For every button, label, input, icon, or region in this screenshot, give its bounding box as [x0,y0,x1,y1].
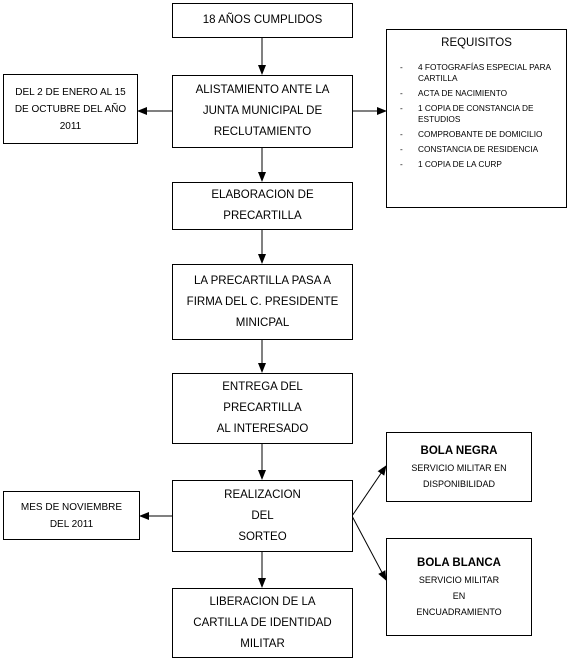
step-18-anos [172,3,353,38]
step-alistamiento-line-2: JUNTA MUNICIPAL DE [202,105,323,117]
step-alistamiento-line-1: ALISTAMIENTO ANTE LA [195,84,330,96]
requisito-item: - 1 COPIA DE CONSTANCIA DE ESTUDIOS [395,103,558,125]
bola-negra-desc-line-1: SERVICIO MILITAR EN [411,463,507,473]
step-liberacion-line-1: LIBERACION DE LA [209,595,316,608]
bola-negra-title: BOLA NEGRA [420,445,498,457]
step-entrega-line-2: PRECARTILLA [223,402,302,414]
bola-blanca-box [386,538,532,636]
step-alistamiento-line-3: RECLUTAMIENTO [213,126,312,138]
dates-alistamiento-line-3: 2011 [59,120,82,132]
step-18-anos-line-1: 18 AÑOS CUMPLIDOS [202,14,323,26]
requisitos-title: REQUISITOS [441,37,512,49]
step-elaboracion [172,182,353,230]
dates-sorteo-line-2: DEL 2011 [49,518,94,530]
bola-negra-box [386,432,532,502]
bola-blanca-desc-line-2: EN [452,591,466,601]
step-firma [172,264,353,340]
requisito-item: - 4 FOTOGRAFÍAS ESPECIAL PARA CARTILLA [395,62,558,84]
step-sorteo-line-2: DEL [251,509,274,522]
step-sorteo [172,480,353,552]
dates-sorteo [3,491,140,540]
requisito-item: - ACTA DE NACIMIENTO [395,88,558,99]
step-elaboracion-line-2: PRECARTILLA [223,210,302,222]
requisito-item: - CONSTANCIA DE RESIDENCIA [395,144,558,155]
dates-alistamiento-line-1: DEL 2 DE ENERO AL 15 [15,86,126,98]
requisitos-list [395,62,558,174]
step-liberacion-line-2: CARTILLA DE IDENTIDAD [193,616,332,629]
step-liberacion [172,588,353,658]
requisito-item: - 1 COPIA DE LA CURP [395,159,558,170]
dates-sorteo-line-1: MES DE NOVIEMBRE [20,501,123,513]
step-liberacion-line-3: MILITAR [240,637,285,650]
arrow-step6-to-bola-blanca [352,516,386,580]
bola-blanca-desc-line-3: ENCUADRAMIENTO [416,607,502,617]
step-sorteo-line-1: REALIZACION [224,488,301,501]
step-firma-line-3: MINICPAL [235,316,290,329]
step-alistamiento [172,75,353,148]
dates-alistamiento-line-2: DE OCTUBRE DEL AÑO [14,103,127,115]
step-firma-line-2: FIRMA DEL C. PRESIDENTE [186,295,339,308]
requisito-item: - COMPROBANTE DE DOMICILIO [395,129,558,140]
step-entrega-line-3: AL INTERESADO [216,423,309,435]
dates-alistamiento [3,74,138,144]
step-entrega-line-1: ENTREGA DEL [222,381,303,393]
step-firma-line-1: LA PRECARTILLA PASA A [193,274,331,287]
bola-blanca-title: BOLA BLANCA [417,557,501,569]
requisitos-box [386,29,567,208]
step-entrega [172,373,353,444]
arrow-step6-to-bola-negra [352,466,386,516]
step-elaboracion-line-1: ELABORACION DE [211,189,314,201]
bola-negra-desc-line-2: DISPONIBILIDAD [422,479,496,489]
bola-blanca-desc-line-1: SERVICIO MILITAR [418,575,500,585]
step-sorteo-line-3: SORTEO [238,530,287,543]
